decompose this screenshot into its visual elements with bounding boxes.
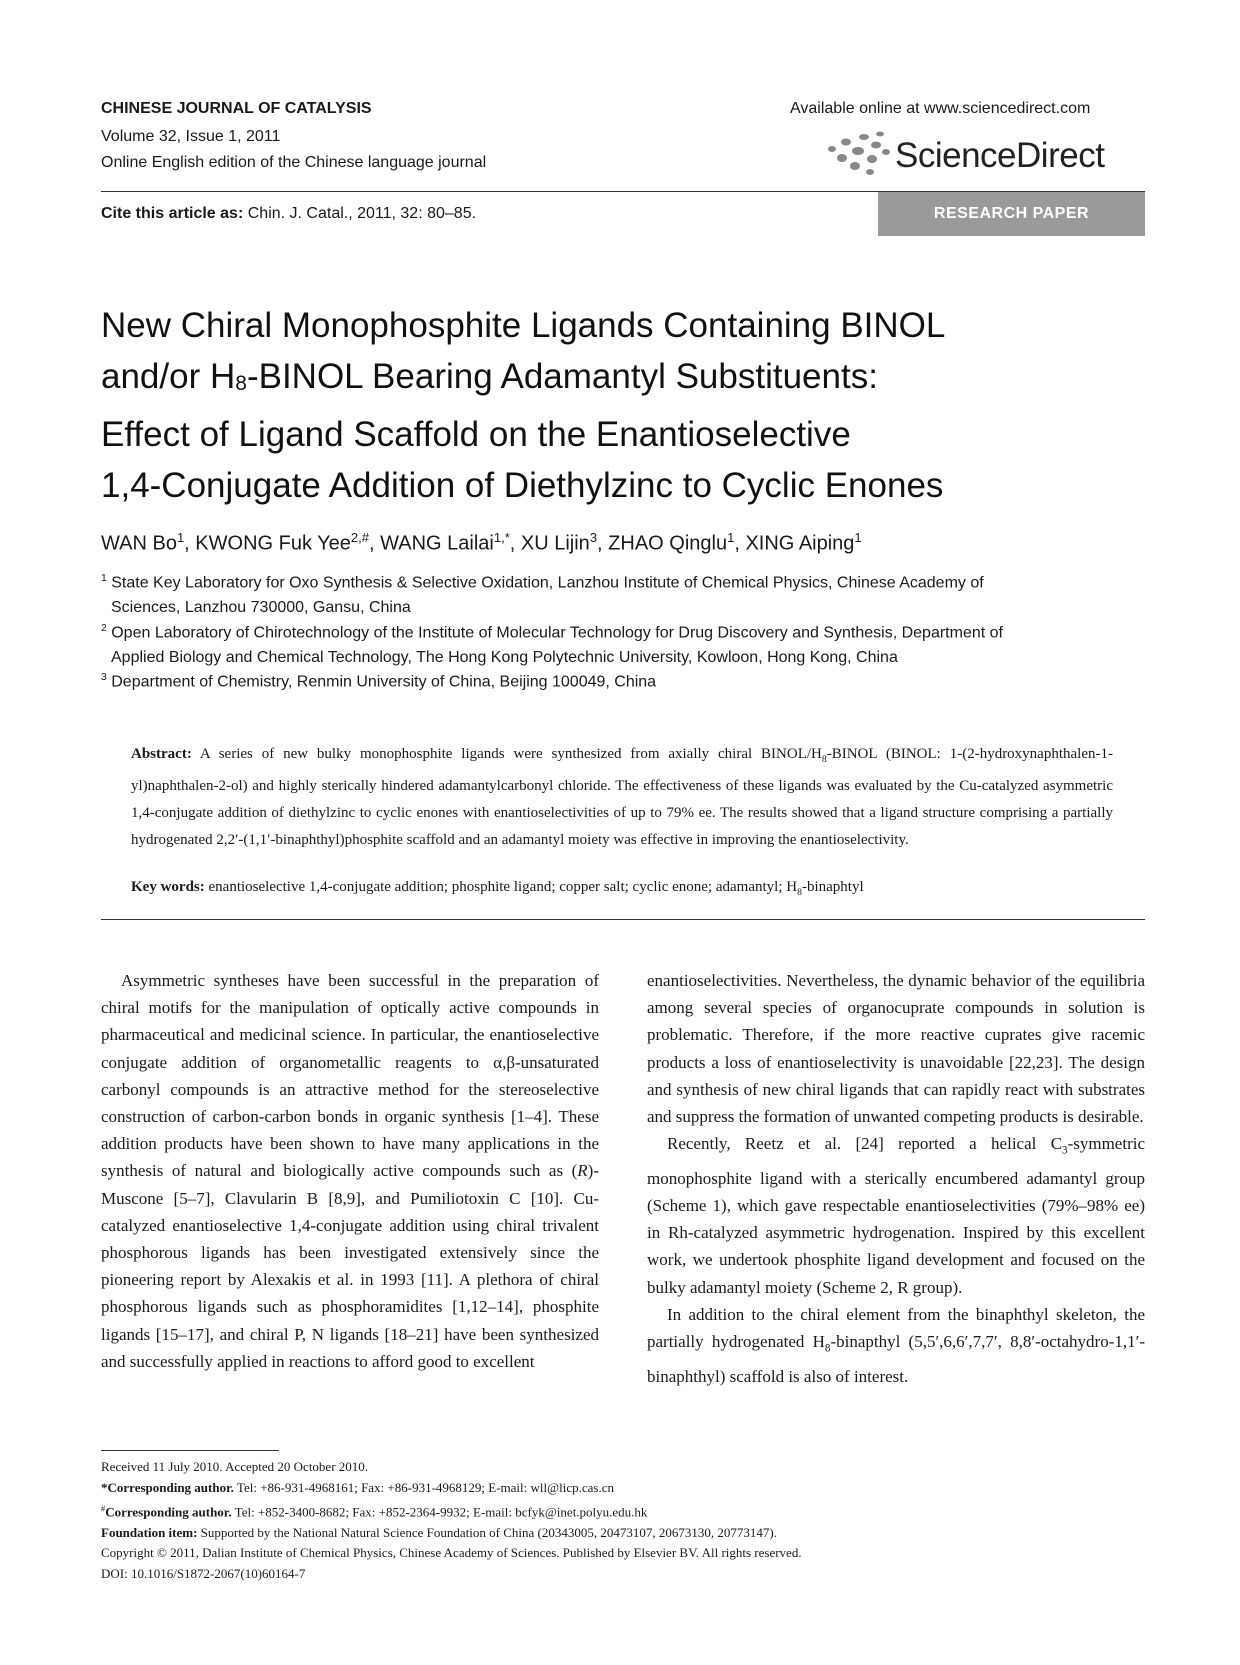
- available-online-link[interactable]: Available online at www.sciencedirect.com: [790, 100, 1091, 117]
- keywords: Key words: enantioselective 1,4-conjugate addition; phosphite ligand; copper salt; cyclic enone; adamantyl; $H_8$-binaphtyl: [131, 879, 864, 898]
- author-list: WAN Bo$^1$, KWONG Fuk Yee$^{2,\#}$, WANG Lailai$^{1,*}$, XU Lijin$^3$, ZHAO Qinglu$^1$, XING Aiping$^1$: [101, 530, 862, 555]
- abstract-label: Abstract:: [131, 746, 192, 762]
- foundation-item: Foundation item: Supported by the National Natural Science Foundation of China (20343005, 20473107, 20673130, 20773147).: [101, 1524, 777, 1540]
- title-line-4: 1,4-Conjugate Addition of Diethylzinc to Cyclic Enones: [101, 466, 944, 506]
- corresponding-author-1: *Corresponding author. Tel: +86-931-4968161; Fax: +86-931-4968129; E-mail: wll@licp.cas.cn: [101, 1479, 614, 1495]
- abstract: Abstract: A series of new bulky monophosphite ligands were synthesized from axially chiral BINOL/$H_8$-BINOL (BINOL: 1-(2-hydroxynaphthalen-1-yl)naphthalen-2-ol) and highly sterically hindered adamantylcarbonyl chloride. The effectiveness of these ligands was evaluated by the Cu-catalyzed asymmetric 1,4-conjugate addition of diethylzinc to cyclic enones with enantioselectivities of up to 79% ee. The results showed that a ligand structure comprising a partially hydrogenated 2,2′-(1,1′-binaphthyl)phosphite scaffold and an adamantyl moiety was effective in improving the enantioselectivity.: [131, 746, 1113, 848]
- paragraph: Asymmetric syntheses have been successful in the preparation of chiral motifs for the manipulation of optically active compounds in pharmaceutical and medicinal science. In particular, the enantioselective conjugate addition of organometallic reagents to α,β-unsaturated carbonyl compounds is an attractive method for the stereoselective construction of carbon-carbon bonds in organic synthesis [1–4]. These addition products have been shown to have many applications in the synthesis of natural and biologically active compounds such as (R)-Muscone [5–7], Clavularin B [8,9], and Pumiliotoxin C [10]. Cu-catalyzed enantioselective 1,4-conjugate addition using chiral trivalent phosphorous ligands has been investigated extensively since the pioneering report by Alexakis et al. in 1993 [11]. A plethora of chiral phosphorous ligands such as phosphoramidites [1,12–14], phosphite ligands [15–17], and chiral P, N ligands [18–21] have been synthesized and successfully applied in reactions to afford good to excellent: [101, 971, 599, 1371]
- author: WANG Lailai: [380, 532, 494, 555]
- footnotes: [101, 1457, 802, 1584]
- cite-value: Chin. J. Catal., 2011, 32: 80–85.: [247, 205, 477, 222]
- body-divider: [101, 919, 1145, 920]
- volume-info: Volume 32, Issue 1, 2011: [101, 128, 281, 145]
- citation: [101, 205, 476, 223]
- title-line-1: New Chiral Monophosphite Ligands Containing BINOL: [101, 306, 946, 345]
- journal-name: CHINESE JOURNAL OF CATALYSIS: [101, 100, 372, 117]
- sciencedirect-logo[interactable]: ScienceDirect: [895, 136, 1105, 175]
- article-title: [101, 300, 1141, 511]
- title-line-2: and/or $H_8$-BINOL Bearing Adamantyl Substituents:: [101, 357, 878, 396]
- footnote-divider: [101, 1450, 279, 1451]
- doi[interactable]: DOI: 10.1016/S1872-2067(10)60164-7: [101, 1565, 306, 1581]
- received-dates: Received 11 July 2010. Accepted 20 October 2010.: [101, 1459, 369, 1474]
- author: WAN Bo: [101, 532, 177, 555]
- paragraph: Recently, Reetz et al. [24] reported a helical $C_3$-symmetric monophosphite ligand with a sterically encumbered adamantyl group (Scheme 1), which gave respectable enantioselectivities (79%–98% ee) in Rh-catalyzed asymmetric hydrogenation. Inspired by this excellent work, we undertook phosphite ligand development and focused on the bulky adamantyl moiety (Scheme 2, R group).: [647, 1134, 1145, 1297]
- author: KWONG Fuk Yee: [195, 532, 351, 555]
- body-column-right: [647, 967, 1145, 1390]
- paragraph: In addition to the chiral element from the binaphthyl skeleton, the partially hydrogenated $H_8$-binapthyl (5,5′,6,6′,7,7′, 8,8′-octahydro-1,1′-binaphthyl) scaffold is also of interest.: [647, 1304, 1145, 1386]
- affiliation-2: $^2$ Open Laboratory of Chirotechnology of the Institute of Molecular Technology for Drug Discovery and Synthesis, Department of Applied Biology and Chemical Technology, The Hong Kong Polytechnic University, Kowloon, Hong Kong, China: [101, 623, 1003, 667]
- author: XING Aiping: [745, 532, 855, 555]
- corresponding-author-2: #Corresponding author. Tel: +852-3400-8682; Fax: +852-2364-9932; E-mail: bcfyk@inet.polyu.edu.hk: [101, 1503, 648, 1520]
- author: XU Lijin: [520, 532, 590, 555]
- keywords-label: Key words:: [131, 879, 205, 895]
- body-column-left: [101, 967, 599, 1375]
- article-type-badge: RESEARCH PAPER: [878, 192, 1145, 236]
- copyright: Copyright © 2011, Dalian Institute of Chemical Physics, Chinese Academy of Sciences. Published by Elsevier BV. All rights reserved.: [101, 1545, 802, 1561]
- title-line-3: Effect of Ligand Scaffold on the Enantioselective: [101, 415, 851, 455]
- edition-info: Online English edition of the Chinese language journal: [101, 154, 487, 171]
- affiliation-1: $^1$ State Key Laboratory for Oxo Synthesis & Selective Oxidation, Lanzhou Institute of Chemical Physics, Chinese Academy of Sciences, Lanzhou 730000, Gansu, China: [101, 573, 984, 617]
- cite-label: Cite this article as:: [101, 205, 244, 222]
- author: ZHAO Qinglu: [608, 532, 728, 555]
- paragraph: enantioselectivities. Nevertheless, the dynamic behavior of the equilibria among several species of organocuprate compounds in solution is problematic. Therefore, if the more reactive cuprates give racemic products a loss of enantioselectivity is unavoidable [22,23]. The design and synthesis of new chiral ligands that can rapidly react with substrates and suppress the formation of unwanted competing products is desirable.: [647, 971, 1145, 1127]
- affiliation-3: $^3$ Department of Chemistry, Renmin University of China, Beijing 100049, China: [101, 672, 657, 691]
